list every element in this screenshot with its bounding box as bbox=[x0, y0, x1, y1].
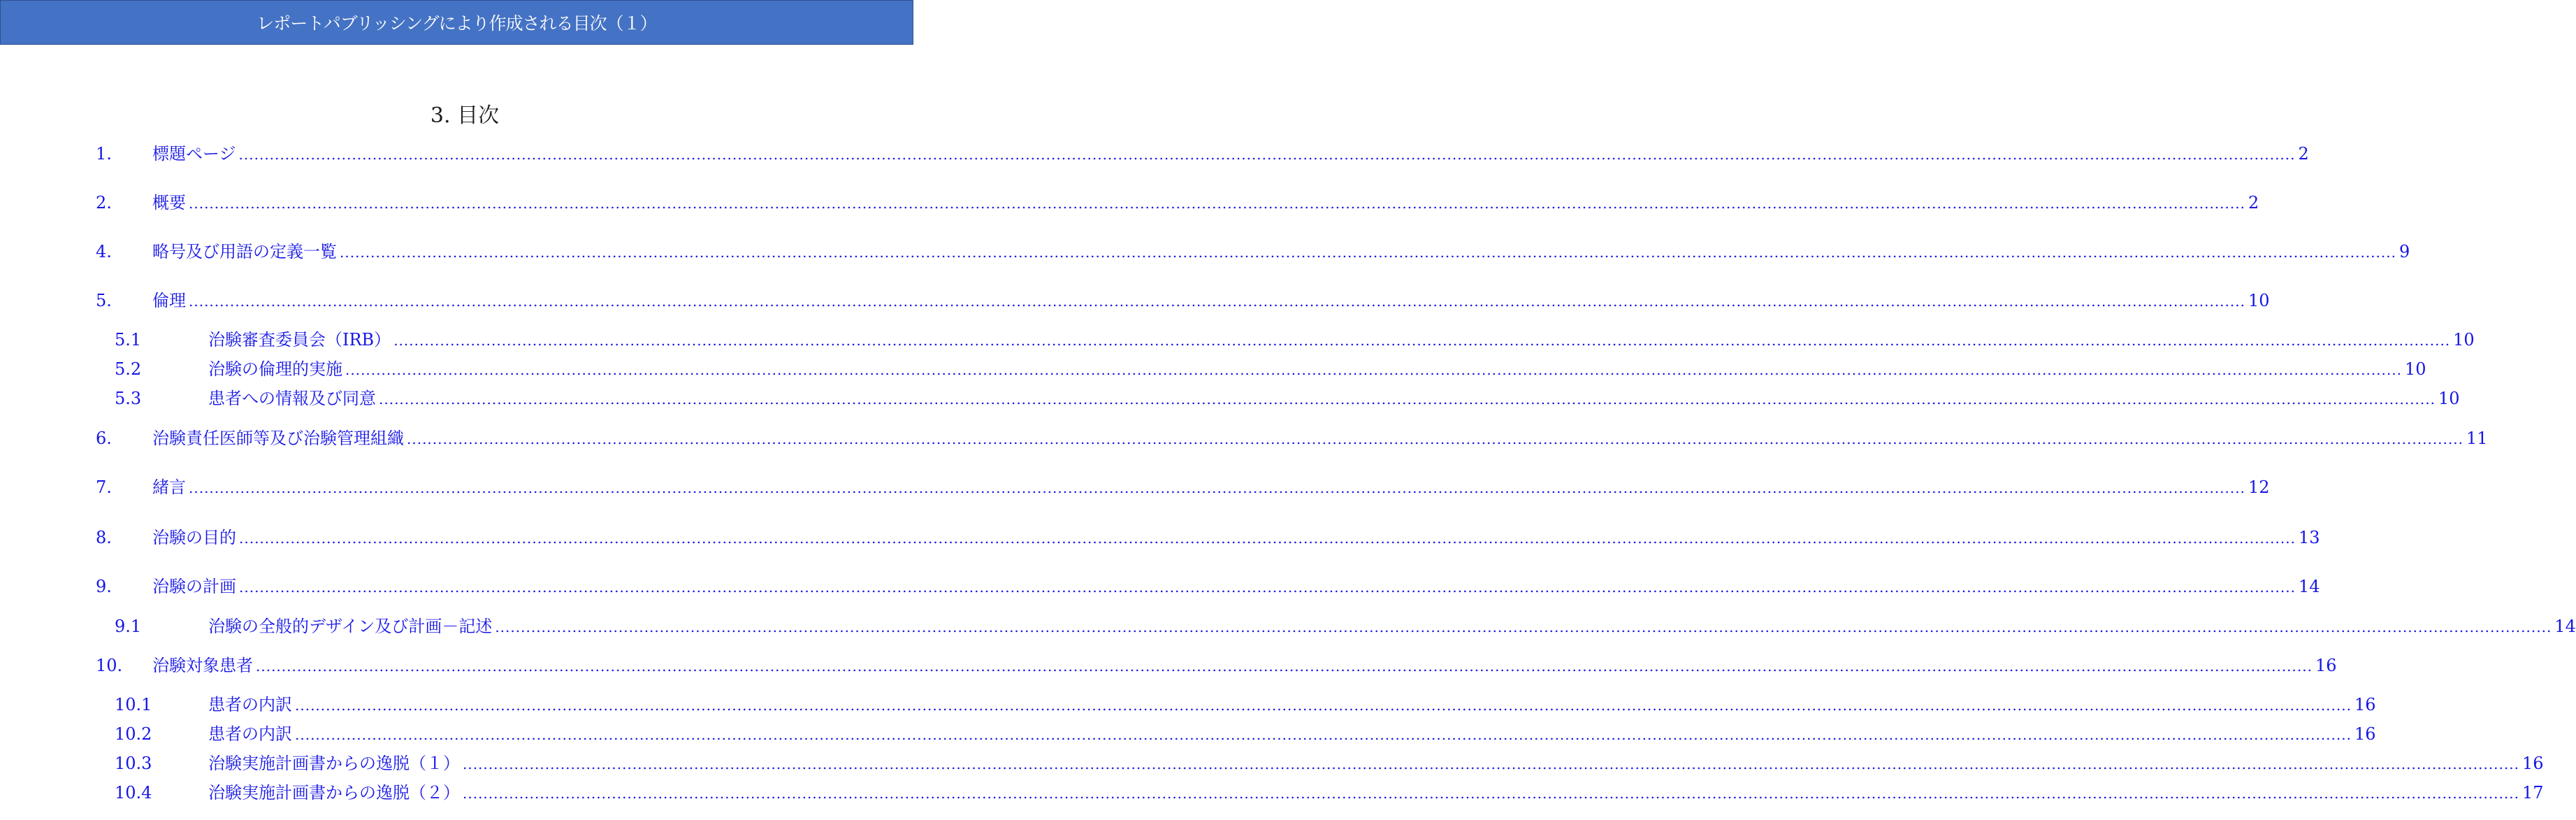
dot-leader: ................................................................................................................................................................................................................................................................................................................................................................................................................ bbox=[393, 332, 2451, 349]
toc-entry-page-number[interactable]: 10 bbox=[2404, 359, 2426, 379]
toc-entry-number: 10.3 bbox=[115, 754, 152, 773]
toc-entry-label[interactable]: 治験の計画 bbox=[152, 577, 236, 596]
toc-entry-page-number[interactable]: 16 bbox=[2354, 695, 2376, 714]
toc-entry-page-number[interactable]: 13 bbox=[2298, 528, 2320, 547]
toc-entry-page-number[interactable]: 16 bbox=[2315, 656, 2337, 675]
dot-leader: ................................................................................................................................................................................................................................................................................................................................................................................................................ bbox=[239, 530, 2296, 547]
toc-entry-number: 7. bbox=[96, 477, 112, 497]
toc-entry[interactable] bbox=[0, 328, 2475, 352]
toc-entry-number: 4. bbox=[96, 242, 112, 261]
dot-leader: ................................................................................................................................................................................................................................................................................................................................................................................................................ bbox=[340, 244, 2396, 261]
toc-entry-page-number[interactable]: 10 bbox=[2438, 389, 2460, 408]
toc-entry-number: 10. bbox=[96, 656, 123, 675]
toc-entry-page-number[interactable]: 12 bbox=[2248, 477, 2270, 497]
toc-entry-number: 5.1 bbox=[115, 330, 142, 350]
dot-leader: ................................................................................................................................................................................................................................................................................................................................................................................................................ bbox=[256, 658, 2313, 675]
toc-entry-text bbox=[152, 654, 2337, 678]
toc-entry-number: 10.4 bbox=[115, 783, 152, 803]
toc-entry-text bbox=[208, 693, 2376, 717]
dot-leader: ................................................................................................................................................................................................................................................................................................................................................................................................................ bbox=[189, 480, 2245, 496]
toc-entry-page-number[interactable]: 2 bbox=[2298, 144, 2309, 164]
toc-entry-text bbox=[208, 781, 2544, 805]
toc-entry-label[interactable]: 患者の内訳 bbox=[208, 724, 292, 744]
toc-entry-label[interactable]: 患者の内訳 bbox=[208, 695, 292, 714]
dot-leader: ................................................................................................................................................................................................................................................................................................................................................................................................................ bbox=[189, 195, 2245, 212]
toc-entry-number: 5. bbox=[96, 291, 112, 310]
toc-entry-text bbox=[152, 426, 2488, 451]
toc-entry[interactable] bbox=[0, 142, 2309, 166]
toc-entry-number: 9.1 bbox=[115, 617, 142, 636]
toc-entry-page-number[interactable]: 14 bbox=[2554, 617, 2576, 636]
toc-entry-number: 8. bbox=[96, 528, 112, 547]
toc-entry-number: 10.2 bbox=[115, 724, 152, 744]
toc-entry-label[interactable]: 倫理 bbox=[152, 291, 186, 310]
toc-entry-number: 6. bbox=[96, 429, 112, 448]
toc-entry-text bbox=[152, 575, 2320, 599]
toc-entry-label[interactable]: 治験の倫理的実施 bbox=[208, 359, 342, 379]
dot-leader: ................................................................................................................................................................................................................................................................................................................................................................................................................ bbox=[295, 697, 2352, 714]
toc-entry-page-number[interactable]: 14 bbox=[2298, 577, 2320, 596]
toc-entry-text bbox=[152, 191, 2259, 215]
toc-entry-text bbox=[152, 240, 2410, 264]
toc-entry-label[interactable]: 略号及び用語の定義一覧 bbox=[152, 242, 337, 261]
toc-entry-label[interactable]: 治験の目的 bbox=[152, 528, 236, 547]
toc-entry-page-number[interactable]: 16 bbox=[2521, 754, 2544, 773]
toc-entry[interactable] bbox=[0, 357, 2426, 381]
toc-entry[interactable] bbox=[0, 614, 2576, 638]
toc-entry[interactable] bbox=[0, 240, 2410, 264]
toc-entry[interactable] bbox=[0, 387, 2460, 410]
dot-leader: ................................................................................................................................................................................................................................................................................................................................................................................................................ bbox=[239, 579, 2296, 596]
toc-entry[interactable] bbox=[0, 191, 2259, 215]
toc-entry-label[interactable]: 治験審査委員会（IRB） bbox=[208, 330, 391, 350]
toc-entry[interactable] bbox=[0, 526, 2320, 549]
toc-entry-text bbox=[208, 751, 2544, 776]
toc-entry-text bbox=[152, 289, 2270, 313]
dot-leader: ................................................................................................................................................................................................................................................................................................................................................................................................................ bbox=[463, 785, 2519, 802]
toc-entry[interactable] bbox=[0, 781, 2544, 805]
toc-entry-label[interactable]: 概要 bbox=[152, 193, 186, 213]
toc-entry-text bbox=[152, 475, 2270, 500]
toc-entry[interactable] bbox=[0, 575, 2320, 598]
toc-entry-label[interactable]: 治験実施計画書からの逸脱（２） bbox=[208, 783, 460, 803]
toc-entry[interactable] bbox=[0, 722, 2376, 746]
toc-entry-label[interactable]: 治験対象患者 bbox=[152, 656, 253, 675]
toc-entry-page-number[interactable]: 10 bbox=[2453, 330, 2475, 350]
toc-entry-label[interactable]: 治験責任医師等及び治験管理組織 bbox=[152, 429, 404, 448]
toc-entry-text bbox=[152, 142, 2309, 166]
dot-leader: ................................................................................................................................................................................................................................................................................................................................................................................................................ bbox=[295, 726, 2352, 743]
toc-entry-page-number[interactable]: 2 bbox=[2248, 193, 2259, 213]
toc-entry-page-number[interactable]: 10 bbox=[2248, 291, 2270, 310]
toc-entry[interactable] bbox=[0, 654, 2337, 677]
toc-entry-number: 2. bbox=[96, 193, 112, 213]
toc-entry-page-number[interactable]: 16 bbox=[2354, 724, 2376, 744]
toc-entry[interactable] bbox=[0, 693, 2376, 717]
toc-entry-label[interactable]: 患者への情報及び同意 bbox=[208, 389, 376, 408]
slide-title: レポートパブリッシングにより作成される目次（１） bbox=[256, 13, 657, 34]
dot-leader: ................................................................................................................................................................................................................................................................................................................................................................................................................ bbox=[345, 361, 2402, 378]
toc-entry-page-number[interactable]: 9 bbox=[2398, 242, 2410, 261]
dot-leader: ................................................................................................................................................................................................................................................................................................................................................................................................................ bbox=[495, 619, 2552, 635]
toc-entry-text bbox=[152, 526, 2320, 550]
toc-entry[interactable] bbox=[0, 426, 2488, 450]
toc-entry-label[interactable]: 緒言 bbox=[152, 477, 186, 497]
dot-leader: ................................................................................................................................................................................................................................................................................................................................................................................................................ bbox=[379, 391, 2436, 408]
toc-entry-label[interactable]: 治験実施計画書からの逸脱（１） bbox=[208, 754, 460, 773]
toc-entry-text bbox=[208, 357, 2426, 382]
dot-leader: ................................................................................................................................................................................................................................................................................................................................................................................................................ bbox=[463, 756, 2519, 772]
toc-entry-number: 9. bbox=[96, 577, 112, 596]
toc-entry-number: 5.2 bbox=[115, 359, 142, 379]
toc-entry[interactable] bbox=[0, 289, 2270, 312]
toc-entry-text bbox=[208, 328, 2475, 352]
toc-entry[interactable] bbox=[0, 751, 2544, 775]
toc-entry-number: 1. bbox=[96, 144, 112, 164]
toc-entry-text bbox=[208, 722, 2376, 747]
toc-entry-page-number[interactable]: 11 bbox=[2466, 429, 2488, 448]
toc-heading: 3. 目次 bbox=[430, 103, 500, 128]
toc-entry-text bbox=[208, 614, 2576, 639]
dot-leader: ................................................................................................................................................................................................................................................................................................................................................................................................................ bbox=[407, 431, 2463, 447]
toc-entry-label[interactable]: 治験の全般的デザイン及び計画－記述 bbox=[208, 617, 493, 636]
dot-leader: ................................................................................................................................................................................................................................................................................................................................................................................................................ bbox=[189, 293, 2245, 310]
dot-leader: ................................................................................................................................................................................................................................................................................................................................................................................................................ bbox=[238, 146, 2296, 163]
toc-entry-text bbox=[208, 387, 2460, 411]
toc-entry-label[interactable]: 標題ページ bbox=[152, 144, 236, 164]
toc-entry[interactable] bbox=[0, 475, 2270, 499]
toc-entry-number: 10.1 bbox=[115, 695, 152, 714]
toc-entry-number: 5.3 bbox=[115, 389, 142, 408]
toc-entry-page-number[interactable]: 17 bbox=[2521, 783, 2544, 803]
